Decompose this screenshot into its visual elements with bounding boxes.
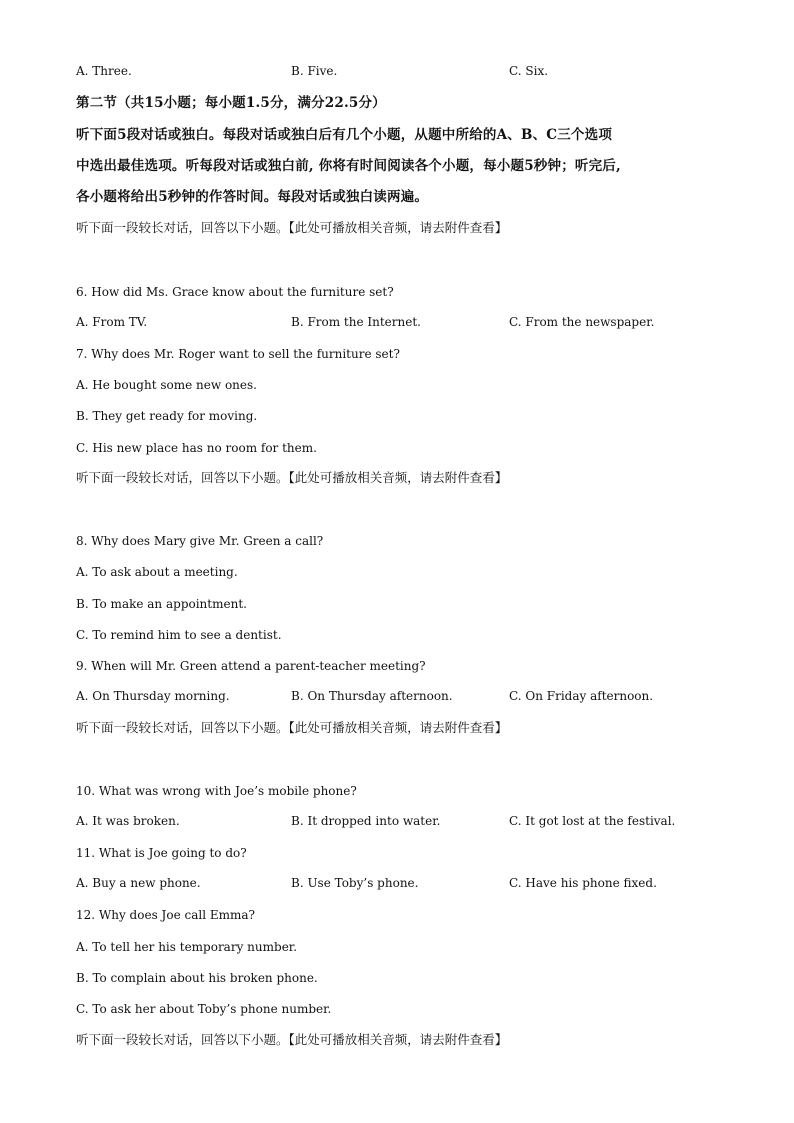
option-b: B. Five. [291, 64, 338, 78]
option-a: A. To tell her his temporary number. [76, 940, 298, 954]
audio-note: 听下面一段较长对话，回答以下小题。【此处可播放相关音频，请去附件查看】 [76, 720, 508, 735]
question-8: 8. Why does Mary give Mr. Green a call? [76, 534, 324, 548]
option-c: C. Have his phone fixed. [509, 876, 657, 890]
option-c: C. From the newspaper. [509, 315, 655, 329]
options-row-prev [76, 64, 716, 80]
option-a: A. To ask about a meeting. [76, 565, 238, 579]
option-b: B. On Thursday afternoon. [291, 689, 453, 703]
instructions-line-1: 听下面5段对话或独白。每段对话或独白后有几个小题，从题中所给的A、B、C三个选项 [76, 127, 613, 143]
option-b: B. It dropped into water. [291, 814, 441, 828]
option-b: B. Use Toby’s phone. [291, 876, 419, 890]
question-7: 7. Why does Mr. Roger want to sell the furniture set? [76, 347, 400, 361]
option-a: A. On Thursday morning. [76, 689, 230, 703]
question-11: 11. What is Joe going to do? [76, 846, 247, 860]
options-row-6 [76, 315, 716, 331]
option-b: B. To make an appointment. [76, 597, 247, 611]
option-c: C. To ask her about Toby’s phone number. [76, 1002, 332, 1016]
option-a: A. Three. [76, 64, 132, 78]
option-a: A. From TV. [76, 315, 148, 329]
audio-note: 听下面一段较长对话，回答以下小题。【此处可播放相关音频，请去附件查看】 [76, 1032, 508, 1047]
option-b: B. To complain about his broken phone. [76, 971, 318, 985]
section-title: 第二节（共15小题；每小题1.5分，满分22.5分） [76, 95, 386, 111]
option-c: C. It got lost at the festival. [509, 814, 676, 828]
question-9: 9. When will Mr. Green attend a parent-teacher meeting? [76, 659, 426, 673]
options-row-9 [76, 689, 716, 705]
question-10: 10. What was wrong with Joe’s mobile phone? [76, 784, 357, 798]
option-c: C. Six. [509, 64, 549, 78]
audio-note: 听下面一段较长对话，回答以下小题。【此处可播放相关音频，请去附件查看】 [76, 220, 508, 235]
option-c: C. To remind him to see a dentist. [76, 628, 282, 642]
question-6: 6. How did Ms. Grace know about the furniture set? [76, 285, 394, 299]
instructions-line-2: 中选出最佳选项。听每段对话或独白前, 你将有时间阅读各个小题，每小题5秒钟；听完后, [76, 158, 621, 174]
audio-note: 听下面一段较长对话，回答以下小题。【此处可播放相关音频，请去附件查看】 [76, 470, 508, 485]
option-c: C. His new place has no room for them. [76, 441, 317, 455]
options-row-11 [76, 876, 716, 892]
options-row-10 [76, 814, 716, 830]
option-b: B. From the Internet. [291, 315, 421, 329]
option-b: B. They get ready for moving. [76, 409, 258, 423]
question-12: 12. Why does Joe call Emma? [76, 908, 255, 922]
option-c: C. On Friday afternoon. [509, 689, 654, 703]
option-a: A. It was broken. [76, 814, 180, 828]
instructions-line-3: 各小题将给出5秒钟的作答时间。每段对话或独白读两遍。 [76, 189, 429, 205]
option-a: A. He bought some new ones. [76, 378, 257, 392]
option-a: A. Buy a new phone. [76, 876, 201, 890]
